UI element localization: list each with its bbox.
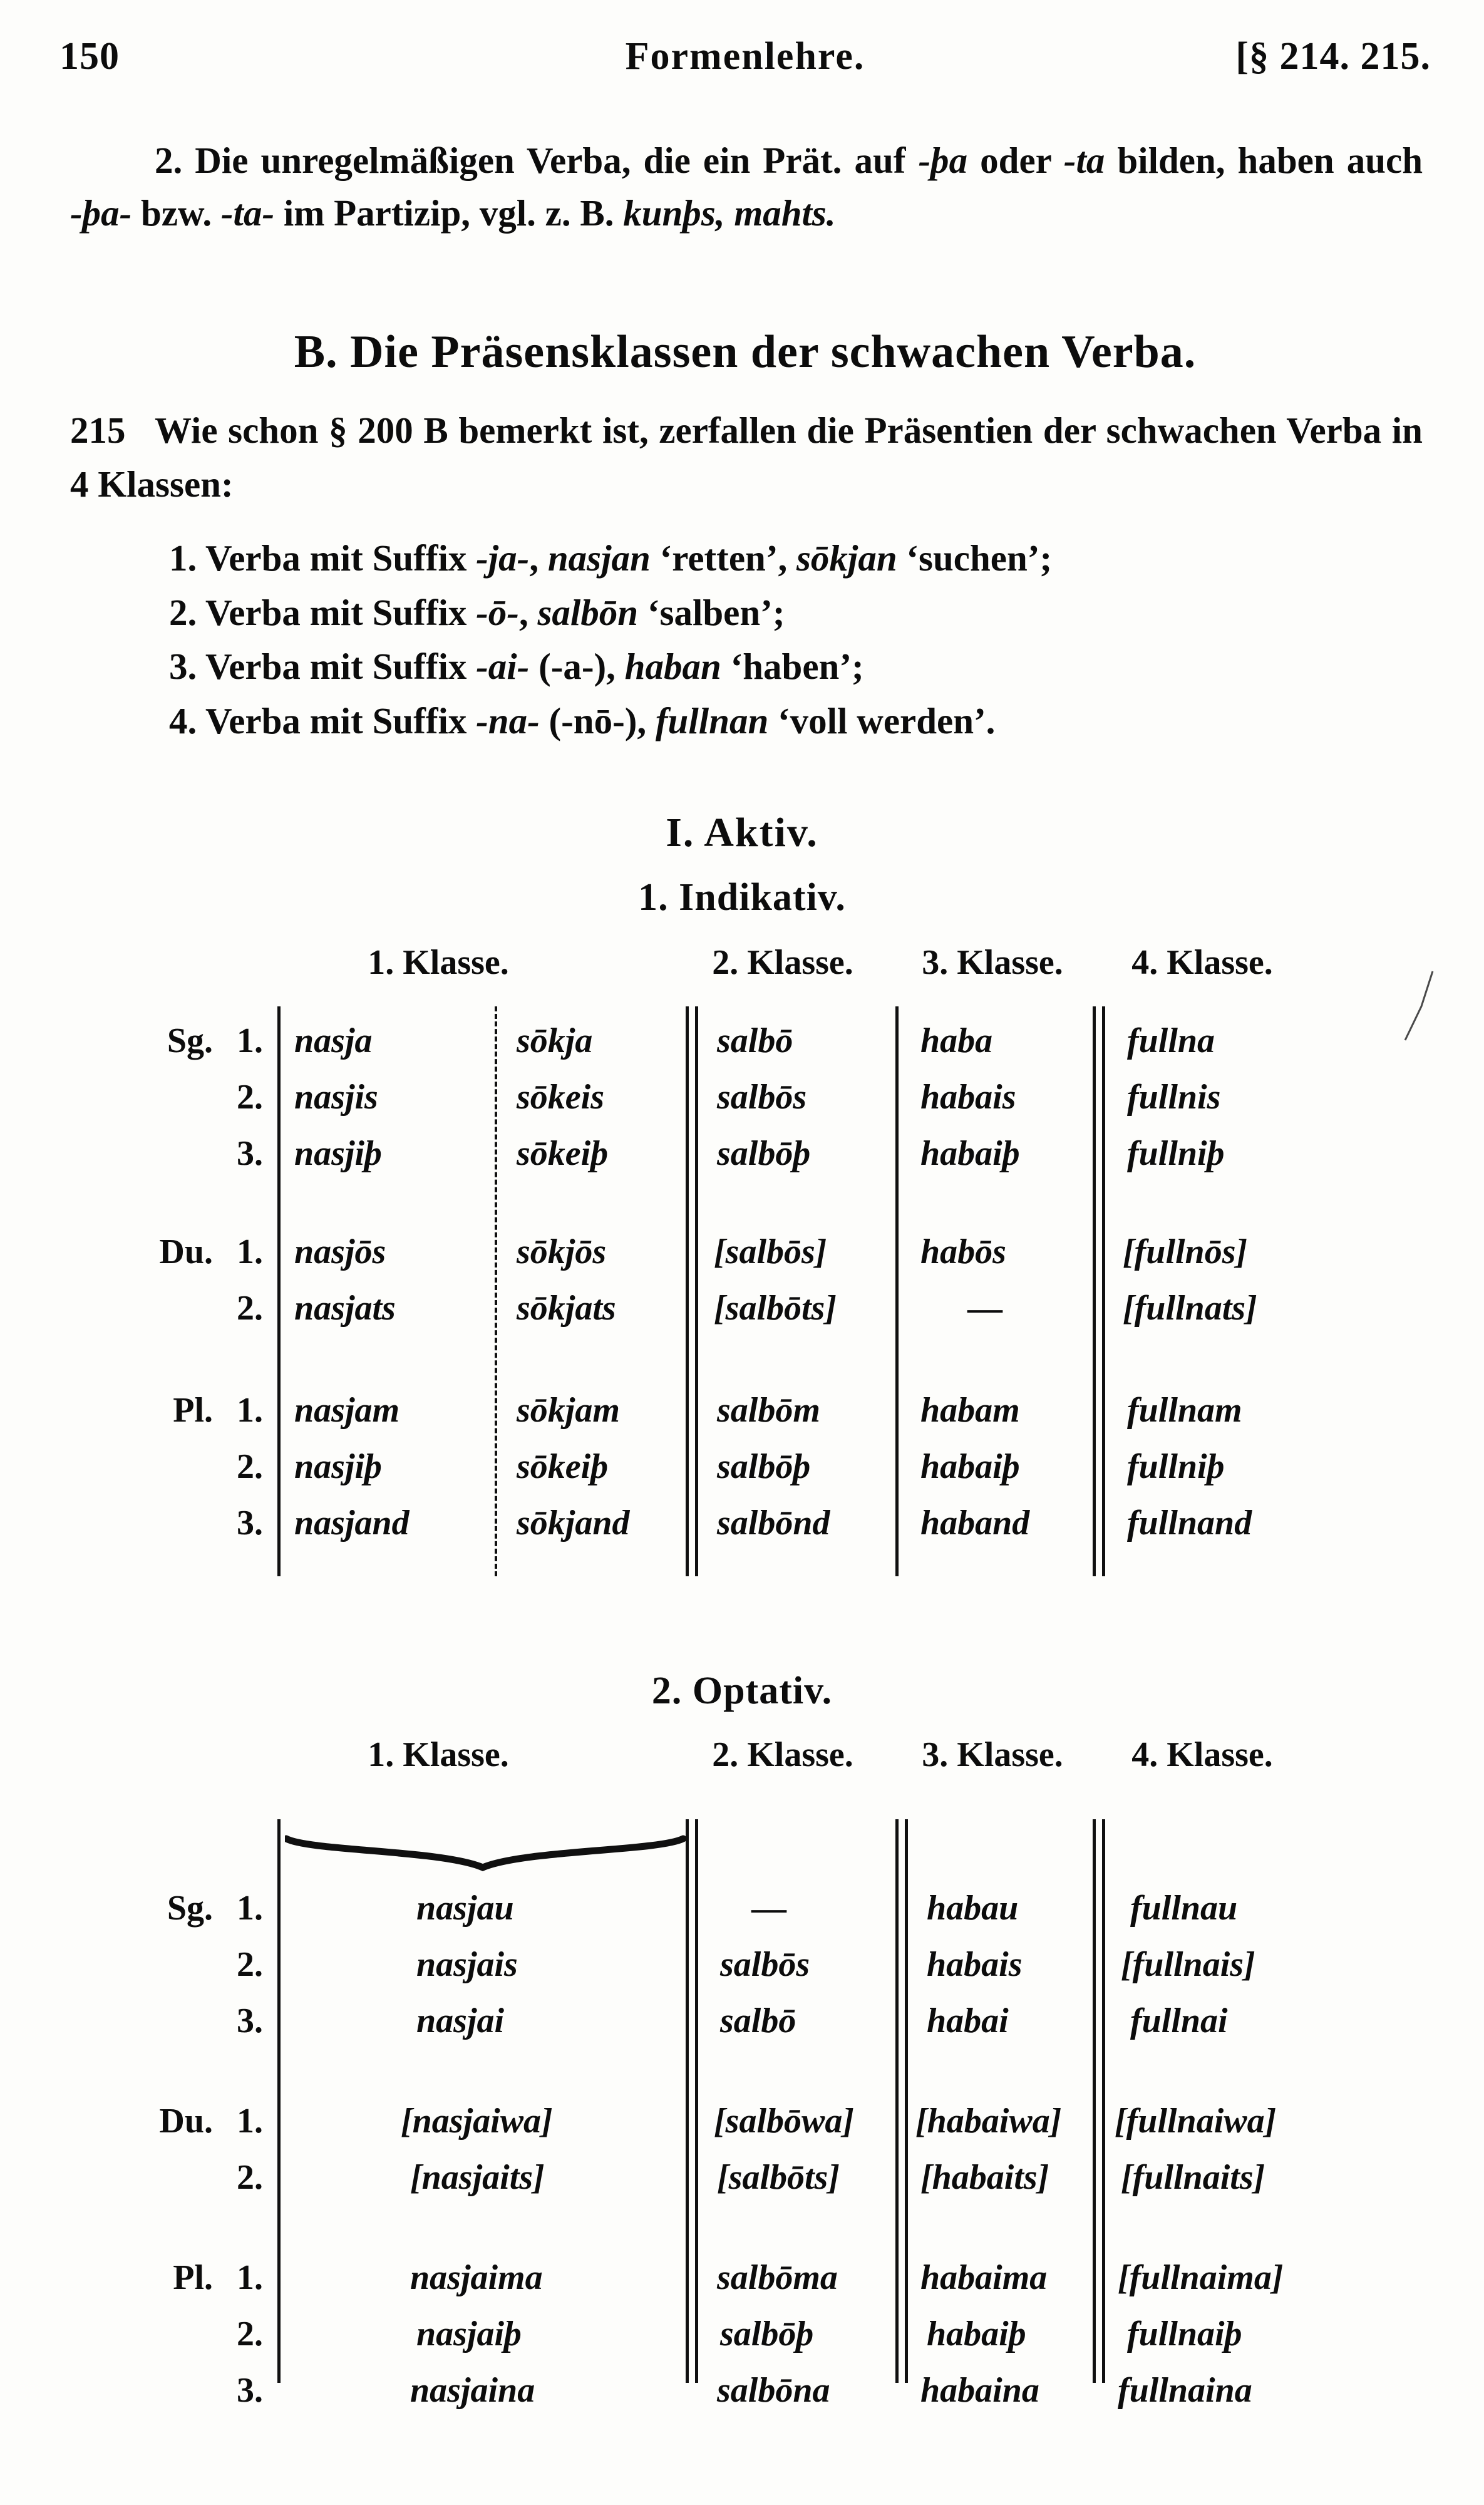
form-tha-suffix: -þa bbox=[918, 140, 968, 181]
table-cell: sōkjand bbox=[517, 1504, 630, 1542]
heading-indikativ: 1. Indikativ. bbox=[638, 876, 846, 919]
heading-optativ: 2. Optativ. bbox=[651, 1670, 833, 1712]
class-list-item bbox=[169, 587, 1390, 639]
class-list-number: 2. bbox=[169, 591, 197, 633]
class-example-gloss: ‘haben’ bbox=[730, 646, 852, 688]
table-cell: [fullnaima] bbox=[1118, 2258, 1284, 2297]
table-cell: habōs bbox=[920, 1232, 1006, 1271]
class-suffix: -ō- bbox=[476, 591, 519, 633]
row-person-label: 2. bbox=[237, 1945, 263, 1984]
col-header-klasse-4: 4. Klasse. bbox=[1131, 943, 1273, 982]
table-cell: salbōþ bbox=[717, 1134, 811, 1173]
col-header-klasse-2: 2. Klasse. bbox=[712, 1735, 853, 1774]
col-header-klasse-1: 1. Klasse. bbox=[368, 1735, 509, 1774]
class-example-verb: fullnan bbox=[655, 700, 769, 741]
table-rule-2b bbox=[695, 1819, 698, 2383]
class-example-verb: salbōn bbox=[537, 591, 639, 633]
class-list-text: Verba mit Suffix bbox=[205, 646, 477, 688]
table-cell: [salbōs] bbox=[714, 1232, 827, 1271]
table-cell: [fullnats] bbox=[1123, 1289, 1257, 1328]
table-cell: nasjaiþ bbox=[416, 2315, 522, 2353]
table-cell: nasjiþ bbox=[294, 1447, 383, 1486]
row-person-label: 3. bbox=[237, 2001, 263, 2040]
table-cell: salbō bbox=[720, 2001, 796, 2040]
para-214-2-text-b: oder bbox=[967, 140, 1051, 181]
row-person-label: 2. bbox=[237, 2158, 263, 2197]
table-cell: nasjaima bbox=[410, 2258, 543, 2297]
table-cell: fullnai bbox=[1130, 2001, 1228, 2040]
table-cell-empty-dash: — bbox=[967, 1289, 1002, 1328]
table-cell: habais bbox=[920, 1078, 1016, 1117]
table-cell: salbōma bbox=[717, 2258, 838, 2297]
table-cell: salbōs bbox=[717, 1078, 807, 1117]
table-cell: sōkjats bbox=[517, 1289, 616, 1328]
class-list-end: ; bbox=[772, 591, 785, 633]
table-cell: [salbōts] bbox=[717, 2158, 840, 2197]
col-header-klasse-4: 4. Klasse. bbox=[1131, 1735, 1273, 1774]
section-number-215: 215 bbox=[70, 410, 126, 451]
table-cell: habai bbox=[927, 2001, 1009, 2040]
row-group-label-du: Du. bbox=[159, 2102, 213, 2141]
row-person-label: 2. bbox=[237, 2315, 263, 2353]
running-head bbox=[59, 34, 1431, 91]
table-cell: fullnand bbox=[1127, 1504, 1252, 1542]
table-cell-empty-dash: — bbox=[751, 1889, 786, 1928]
class-list-number: 1. bbox=[169, 537, 197, 579]
table-cell: haba bbox=[920, 1021, 993, 1060]
form-tha-infix: -þa- bbox=[70, 192, 132, 234]
table-rule-3a bbox=[895, 1819, 899, 2383]
row-group-label-du: Du. bbox=[159, 1232, 213, 1271]
table-rule-2a bbox=[686, 1819, 689, 2383]
table-cell: salbōm bbox=[717, 1391, 820, 1430]
paragraph-215 bbox=[70, 404, 1423, 511]
table-cell: nasjam bbox=[294, 1391, 400, 1430]
class-example-gloss: ‘voll werden’ bbox=[778, 700, 986, 741]
table-cell: sōkjōs bbox=[517, 1232, 607, 1271]
table-cell: salbōna bbox=[717, 2371, 830, 2410]
table-rule-1 bbox=[277, 1006, 281, 1576]
table-cell: habaiþ bbox=[920, 1447, 1020, 1486]
table-cell: sōkeis bbox=[517, 1078, 604, 1117]
table-cell: salbōþ bbox=[717, 1447, 811, 1486]
table-rule-dashed bbox=[495, 1006, 497, 1576]
paragraph-215-text-b: der schwachen Verba in 4 Klassen: bbox=[70, 410, 1423, 505]
row-group-label-pl: Pl. bbox=[173, 1391, 213, 1430]
table-cell: sōkeiþ bbox=[517, 1447, 609, 1486]
paragraph-214-2 bbox=[70, 135, 1423, 240]
table-rule-4b bbox=[1102, 1819, 1105, 2383]
row-person-label: 2. bbox=[237, 1078, 263, 1117]
table-cell: nasjais bbox=[416, 1945, 518, 1984]
table-rule-4b bbox=[1102, 1006, 1105, 1576]
table-cell: [nasjaiwa] bbox=[401, 2102, 553, 2141]
form-ta-infix: -ta- bbox=[220, 192, 275, 234]
class-suffix: -ja- bbox=[476, 537, 530, 579]
list-marker: 2. bbox=[155, 140, 183, 181]
class-list-sep: , bbox=[529, 537, 548, 579]
table-rule-1 bbox=[277, 1819, 281, 2383]
class-list-end: ; bbox=[851, 646, 864, 688]
row-person-label: 1. bbox=[237, 1232, 263, 1271]
class-example-gloss-2: ‘suchen’ bbox=[906, 537, 1040, 579]
table-cell: nasjaina bbox=[410, 2371, 535, 2410]
row-person-label: 3. bbox=[237, 1504, 263, 1542]
class-list-sep-2: , bbox=[778, 537, 796, 579]
table-cell: [habaiwa] bbox=[915, 2102, 1062, 2141]
table-cell: fullnaiþ bbox=[1127, 2315, 1242, 2353]
class-list-end: ; bbox=[1039, 537, 1053, 579]
table-cell: nasjiþ bbox=[294, 1134, 383, 1173]
class-example-verb-2: sōkjan bbox=[796, 537, 897, 579]
table-cell: habaina bbox=[920, 2371, 1039, 2410]
row-group-label-pl: Pl. bbox=[173, 2258, 213, 2297]
class-list-text: Verba mit Suffix bbox=[205, 591, 477, 633]
class-suffix: -na- bbox=[476, 700, 540, 741]
col-header-klasse-1: 1. Klasse. bbox=[368, 943, 509, 982]
table-cell: habaiþ bbox=[927, 2315, 1026, 2353]
form-ta-suffix: -ta bbox=[1063, 140, 1105, 181]
scan-artifact-stroke bbox=[1403, 968, 1440, 1043]
row-person-label: 3. bbox=[237, 2371, 263, 2410]
table-cell: sōkeiþ bbox=[517, 1134, 609, 1173]
table-cell: nasjats bbox=[294, 1289, 396, 1328]
row-person-label: 2. bbox=[237, 1447, 263, 1486]
table-cell: salbōs bbox=[720, 1945, 810, 1984]
class-list-text: Verba mit Suffix bbox=[205, 700, 477, 741]
table-cell: [salbōts] bbox=[714, 1289, 837, 1328]
class-example-verb: nasjan bbox=[547, 537, 651, 579]
class-list-sep: (-a-), bbox=[529, 646, 625, 688]
table-cell: [fullnaits] bbox=[1121, 2158, 1265, 2197]
table-cell: nasjau bbox=[416, 1889, 514, 1928]
class-example-gloss: ‘salben’ bbox=[647, 591, 773, 633]
row-group-label-sg: Sg. bbox=[167, 1021, 213, 1060]
heading-aktiv: I. Aktiv. bbox=[666, 810, 818, 855]
table-cell: nasjōs bbox=[294, 1232, 386, 1271]
running-title: Formenlehre. bbox=[625, 35, 865, 78]
class-list-text: Verba mit Suffix bbox=[205, 537, 477, 579]
table-cell: habaima bbox=[920, 2258, 1048, 2297]
table-cell: habau bbox=[927, 1889, 1019, 1928]
table-cell: habaiþ bbox=[920, 1134, 1020, 1173]
table-cell: [fullnais] bbox=[1121, 1945, 1255, 1984]
table-cell: [nasjaits] bbox=[410, 2158, 545, 2197]
table-cell: haband bbox=[920, 1504, 1030, 1542]
class-list-item bbox=[169, 641, 1390, 693]
heading-b: B. Die Präsensklassen der schwachen Verba. bbox=[294, 326, 1197, 378]
para-214-2-text-d: bzw. bbox=[131, 192, 221, 234]
table-rule-4a bbox=[1093, 1006, 1096, 1576]
para-214-2-text-e: im Partizip, vgl. z. B. bbox=[274, 192, 624, 234]
class-example-verb: haban bbox=[624, 646, 721, 688]
table-cell: [salbōwa] bbox=[714, 2102, 854, 2141]
table-cell: nasjai bbox=[416, 2001, 505, 2040]
page-number: 150 bbox=[59, 35, 120, 78]
class-list-end: . bbox=[986, 700, 996, 741]
row-person-label: 1. bbox=[237, 1889, 263, 1928]
table-cell: sōkjam bbox=[517, 1391, 620, 1430]
para-214-2-text-c: bilden, haben auch bbox=[1105, 140, 1423, 181]
table-rule-2a bbox=[686, 1006, 689, 1576]
row-group-label-sg: Sg. bbox=[167, 1889, 213, 1928]
table-cell: fullna bbox=[1127, 1021, 1215, 1060]
row-person-label: 1. bbox=[237, 1391, 263, 1430]
row-person-label: 2. bbox=[237, 1289, 263, 1328]
column-merge-brace bbox=[285, 1835, 686, 1872]
table-cell: nasjand bbox=[294, 1504, 410, 1542]
form-kunths: kunþs, bbox=[623, 192, 725, 234]
row-person-label: 1. bbox=[237, 1021, 263, 1060]
class-list-item bbox=[169, 532, 1390, 584]
class-list bbox=[169, 532, 1390, 749]
class-list-item bbox=[169, 695, 1390, 747]
table-cell: [fullnaiwa] bbox=[1115, 2102, 1277, 2141]
table-cell: fullnaina bbox=[1118, 2371, 1252, 2410]
section-reference: [§ 214. 215. bbox=[1235, 35, 1431, 78]
class-suffix: -ai- bbox=[476, 646, 530, 688]
table-cell: [habaits] bbox=[920, 2158, 1049, 2197]
table-cell: fullniþ bbox=[1127, 1447, 1225, 1486]
para-214-2-text-a: Die unregelmäßigen Verba, die ein Prät. auf bbox=[195, 140, 919, 181]
table-rule-3b bbox=[905, 1819, 908, 2383]
table-rule-4a bbox=[1093, 1819, 1096, 2383]
table-cell: habam bbox=[920, 1391, 1020, 1430]
table-cell: fullnam bbox=[1127, 1391, 1242, 1430]
row-person-label: 1. bbox=[237, 2258, 263, 2297]
class-list-number: 3. bbox=[169, 646, 197, 688]
row-person-label: 3. bbox=[237, 1134, 263, 1173]
row-person-label: 1. bbox=[237, 2102, 263, 2141]
table-cell: nasjis bbox=[294, 1078, 378, 1117]
col-header-klasse-3: 3. Klasse. bbox=[922, 1735, 1063, 1774]
table-cell: fullniþ bbox=[1127, 1134, 1225, 1173]
table-rule-2b bbox=[695, 1006, 698, 1576]
col-header-klasse-3: 3. Klasse. bbox=[922, 943, 1063, 982]
table-cell: fullnau bbox=[1130, 1889, 1238, 1928]
class-example-gloss: ‘retten’ bbox=[659, 537, 778, 579]
table-cell: salbōnd bbox=[717, 1504, 830, 1542]
table-cell: salbōþ bbox=[720, 2315, 814, 2353]
col-header-klasse-2: 2. Klasse. bbox=[712, 943, 853, 982]
table-cell: habais bbox=[927, 1945, 1023, 1984]
paragraph-215-text-a: Wie schon § 200 B bemerkt ist, zerfallen die Präsentien bbox=[155, 410, 1033, 451]
table-cell: salbō bbox=[717, 1021, 793, 1060]
table-cell: sōkja bbox=[517, 1021, 593, 1060]
class-list-sep: , bbox=[518, 591, 538, 633]
class-list-number: 4. bbox=[169, 700, 197, 741]
table-cell: nasja bbox=[294, 1021, 373, 1060]
form-mahts: mahts. bbox=[734, 192, 836, 234]
class-list-sep: (-nō-), bbox=[539, 700, 656, 741]
table-cell: fullnis bbox=[1127, 1078, 1221, 1117]
table-rule-3 bbox=[895, 1006, 899, 1576]
table-cell: [fullnōs] bbox=[1123, 1232, 1248, 1271]
